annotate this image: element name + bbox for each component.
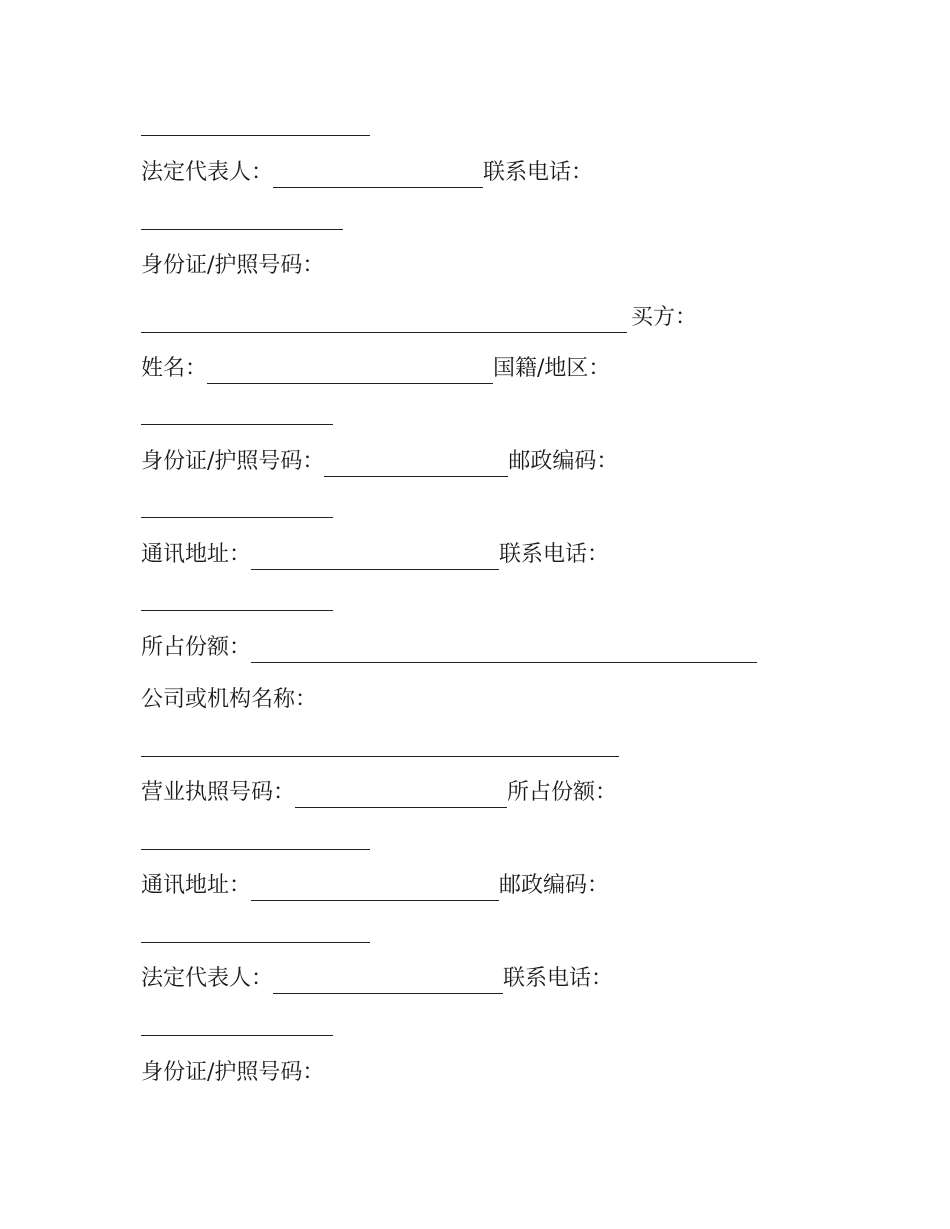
form-line (141, 190, 343, 230)
field-label-phone: 联系电话： (499, 542, 610, 567)
form-line (141, 148, 593, 188)
blank-field[interactable] (141, 308, 627, 333)
blank-field[interactable] (324, 452, 508, 477)
field-label-legal-rep: 法定代表人： (141, 966, 274, 991)
section-label-buyer: 买方： (631, 305, 698, 330)
field-label-phone: 联系电话： (483, 160, 594, 185)
form-line (141, 903, 370, 943)
form-line (141, 954, 613, 994)
field-label-postcode: 邮政编码： (499, 873, 610, 898)
blank-field[interactable] (141, 205, 343, 230)
field-label-business-license: 营业执照号码： (141, 780, 296, 805)
blank-field[interactable] (273, 163, 483, 188)
field-label-nationality: 国籍/地区： (493, 356, 611, 381)
form-line (141, 571, 333, 611)
blank-field[interactable] (295, 783, 507, 808)
form-line (141, 810, 370, 850)
form-line (141, 996, 333, 1036)
field-label-legal-rep: 法定代表人： (141, 160, 274, 185)
field-label-share: 所占份额： (507, 780, 618, 805)
field-label-company-name: 公司或机构名称： (141, 687, 318, 712)
form-line (141, 717, 619, 757)
blank-field[interactable] (251, 545, 499, 570)
field-label-id-passport: 身份证/护照号码： (141, 253, 325, 278)
field-label-address: 通讯地址： (141, 873, 252, 898)
field-label-id-passport: 身份证/护照号码： (141, 1060, 325, 1085)
field-label-id-passport: 身份证/护照号码： (141, 449, 325, 474)
blank-field[interactable] (273, 969, 503, 994)
blank-field[interactable] (141, 400, 333, 425)
blank-field[interactable] (141, 586, 333, 611)
form-line (141, 293, 697, 333)
form-line (141, 530, 609, 570)
blank-field[interactable] (141, 918, 370, 943)
field-label-address: 通讯地址： (141, 542, 252, 567)
form-line (141, 623, 757, 663)
blank-field[interactable] (141, 493, 333, 518)
form-line (141, 241, 324, 281)
blank-field[interactable] (207, 359, 493, 384)
form-line (141, 1048, 324, 1088)
form-line (141, 344, 610, 384)
field-label-share: 所占份额： (141, 635, 252, 660)
blank-field[interactable] (141, 1011, 333, 1036)
blank-field[interactable] (141, 732, 619, 757)
form-line (141, 768, 617, 808)
form-line (141, 96, 370, 136)
form-line (141, 385, 333, 425)
blank-field[interactable] (141, 825, 370, 850)
field-label-name: 姓名： (141, 356, 208, 381)
blank-field[interactable] (141, 111, 370, 136)
blank-field[interactable] (251, 876, 499, 901)
form-line (141, 478, 333, 518)
field-label-postcode: 邮政编码： (508, 449, 619, 474)
blank-field[interactable] (251, 638, 757, 663)
form-line (141, 861, 609, 901)
form-line (141, 675, 317, 715)
field-label-phone: 联系电话： (503, 966, 614, 991)
form-line (141, 437, 618, 477)
